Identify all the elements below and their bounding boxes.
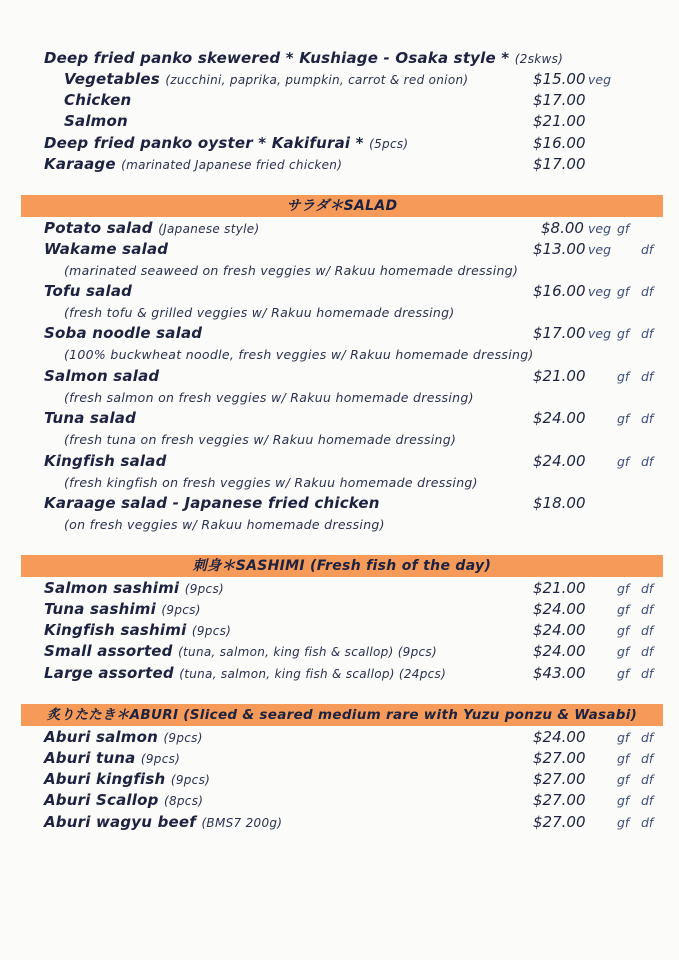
item-name: Tuna sashimi (9pcs) — [44, 600, 201, 618]
menu-item — [0, 281, 679, 302]
tag-df: df — [641, 602, 654, 617]
item-name: Deep fried panko oyster * Kakifurai * (5pcs) — [44, 134, 409, 152]
item-desc: (tuna, salmon, king fish & scallop) (9pcs) — [178, 645, 437, 659]
item-price: $16.00 — [533, 282, 586, 300]
tag-df: df — [641, 284, 654, 299]
section-header-aburi — [21, 704, 663, 726]
item-name: Large assorted (tuna, salmon, king fish & scallop) (24pcs) — [44, 664, 447, 682]
item-note: (fresh tuna on fresh veggies w/ Rakuu homemade dressing) — [64, 432, 457, 447]
menu-item — [0, 408, 679, 429]
menu-item — [0, 218, 679, 239]
item-desc: (tuna, salmon, king fish & scallop) (24pcs) — [179, 667, 447, 681]
item-price: $27.00 — [533, 749, 586, 767]
tag-veg: veg — [588, 221, 612, 236]
tag-df: df — [641, 369, 654, 384]
menu-item — [0, 769, 679, 790]
section-header-salad — [21, 195, 663, 217]
tag-df: df — [641, 772, 654, 787]
section-title: 炙りたたき＊ABURI (Sliced & seared medium rare with Yuzu ponzu & Wasabi) — [46, 707, 638, 723]
tag-gf: gf — [617, 581, 630, 596]
tag-df: df — [641, 666, 654, 681]
item-name: Vegetables (zucchini, paprika, pumpkin, carrot & red onion) — [64, 70, 469, 88]
item-price: $24.00 — [533, 600, 586, 618]
item-name: Chicken — [64, 91, 132, 109]
item-name: Salmon — [64, 112, 128, 130]
tag-df: df — [641, 793, 654, 808]
item-note: (marinated seaweed on fresh veggies w/ Rakuu homemade dressing) — [64, 263, 519, 278]
tag-gf: gf — [617, 326, 630, 341]
section-header-sashimi — [21, 555, 663, 577]
tag-gf: gf — [617, 221, 630, 236]
item-name: Aburi salmon (9pcs) — [44, 728, 203, 746]
item-desc: (BMS7 200g) — [201, 816, 283, 830]
item-note-row — [0, 344, 679, 365]
tag-df: df — [641, 581, 654, 596]
item-price: $24.00 — [533, 621, 586, 639]
item-price: $21.00 — [533, 112, 586, 130]
item-desc: (9pcs) — [191, 624, 232, 638]
tag-df: df — [641, 730, 654, 745]
tag-gf: gf — [617, 666, 630, 681]
item-price: $43.00 — [533, 664, 586, 682]
tag-df: df — [641, 454, 654, 469]
item-desc: (9pcs) — [170, 773, 211, 787]
item-note-row — [0, 302, 679, 323]
menu-item — [0, 90, 679, 111]
item-price: $13.00 — [533, 240, 586, 258]
menu-item — [0, 578, 679, 599]
item-note: (fresh kingfish on fresh veggies w/ Rakuu homemade dressing) — [64, 475, 478, 490]
tag-gf: gf — [617, 602, 630, 617]
menu-item — [0, 366, 679, 387]
item-price: $24.00 — [533, 642, 586, 660]
menu-item — [0, 239, 679, 260]
item-name: Salmon salad — [44, 367, 160, 385]
menu-item — [0, 133, 679, 154]
item-price: $27.00 — [533, 813, 586, 831]
menu-item — [0, 323, 679, 344]
item-note: (fresh tofu & grilled veggies w/ Rakuu homemade dressing) — [64, 305, 455, 320]
menu-item — [0, 493, 679, 514]
menu-item — [0, 727, 679, 748]
item-price: $8.00 — [541, 219, 584, 237]
menu-item — [0, 154, 679, 175]
item-note-row — [0, 387, 679, 408]
item-note-row — [0, 472, 679, 493]
item-name: Tuna salad — [44, 409, 137, 427]
item-desc: (marinated Japanese fried chicken) — [121, 158, 343, 172]
item-price: $15.00 — [533, 70, 586, 88]
item-desc: (5pcs) — [369, 137, 409, 151]
menu-item — [0, 451, 679, 472]
menu-item — [0, 663, 679, 684]
section-title: 刺身＊SASHIMI (Fresh fish of the day) — [192, 558, 492, 574]
item-name: Small assorted (tuna, salmon, king fish & scallop) (9pcs) — [44, 642, 437, 660]
item-note: (100% buckwheat noodle, fresh veggies w/ Rakuu homemade dressing) — [64, 347, 534, 362]
item-desc: (8pcs) — [163, 794, 204, 808]
item-note-row — [0, 429, 679, 450]
item-note: (fresh salmon on fresh veggies w/ Rakuu homemade dressing) — [64, 390, 474, 405]
tag-gf: gf — [617, 284, 630, 299]
item-name: Deep fried panko skewered * Kushiage - Osaka style * (2skws) — [44, 49, 564, 67]
menu-item — [0, 641, 679, 662]
item-name: Salmon sashimi (9pcs) — [44, 579, 224, 597]
item-name: Aburi tuna (9pcs) — [44, 749, 181, 767]
item-name: Wakame salad — [44, 240, 169, 258]
item-name: Karaage salad - Japanese fried chicken — [44, 494, 380, 512]
item-name: Aburi kingfish (9pcs) — [44, 770, 211, 788]
tag-gf: gf — [617, 369, 630, 384]
item-name: Potato salad (Japanese style) — [44, 219, 260, 237]
tag-df: df — [641, 326, 654, 341]
item-price: $21.00 — [533, 579, 586, 597]
tag-gf: gf — [617, 772, 630, 787]
item-note-row — [0, 260, 679, 281]
menu-item — [0, 69, 679, 90]
tag-gf: gf — [617, 793, 630, 808]
menu-item — [0, 748, 679, 769]
item-desc: (9pcs) — [163, 731, 203, 745]
item-name: Aburi Scallop (8pcs) — [44, 791, 204, 809]
item-price: $24.00 — [533, 452, 586, 470]
item-desc: (9pcs) — [184, 582, 224, 596]
item-desc: (9pcs) — [140, 752, 181, 766]
item-desc: (9pcs) — [161, 603, 201, 617]
tag-gf: gf — [617, 623, 630, 638]
item-name: Kingfish sashimi (9pcs) — [44, 621, 232, 639]
tag-gf: gf — [617, 454, 630, 469]
item-price: $17.00 — [533, 324, 586, 342]
item-name: Karaage (marinated Japanese fried chicken) — [44, 155, 343, 173]
item-price: $27.00 — [533, 770, 586, 788]
item-price: $27.00 — [533, 791, 586, 809]
item-name: Kingfish salad — [44, 452, 167, 470]
menu-item-kushiage — [0, 48, 679, 69]
item-note: (on fresh veggies w/ Rakuu homemade dressing) — [64, 517, 385, 532]
tag-gf: gf — [617, 751, 630, 766]
tag-veg: veg — [588, 72, 612, 87]
section-title: サラダ＊SALAD — [286, 198, 398, 214]
menu-item — [0, 111, 679, 132]
menu-item — [0, 812, 679, 833]
tag-gf: gf — [617, 730, 630, 745]
item-price: $18.00 — [533, 494, 586, 512]
item-desc: (2skws) — [514, 52, 564, 66]
menu-item — [0, 620, 679, 641]
tag-df: df — [641, 815, 654, 830]
tag-veg: veg — [588, 326, 612, 341]
tag-gf: gf — [617, 815, 630, 830]
item-price: $17.00 — [533, 155, 586, 173]
item-name: Tofu salad — [44, 282, 133, 300]
item-desc: (Japanese style) — [158, 222, 260, 236]
item-note-row — [0, 514, 679, 535]
item-name: Soba noodle salad — [44, 324, 203, 342]
item-price: $24.00 — [533, 409, 586, 427]
item-price: $17.00 — [533, 91, 586, 109]
tag-df: df — [641, 623, 654, 638]
tag-veg: veg — [588, 284, 612, 299]
item-name: Aburi wagyu beef (BMS7 200g) — [44, 813, 283, 831]
tag-df: df — [641, 751, 654, 766]
tag-df: df — [641, 411, 654, 426]
tag-df: df — [641, 242, 654, 257]
item-price: $24.00 — [533, 728, 586, 746]
item-price: $21.00 — [533, 367, 586, 385]
tag-veg: veg — [588, 242, 612, 257]
tag-gf: gf — [617, 644, 630, 659]
menu-item — [0, 599, 679, 620]
menu-item — [0, 790, 679, 811]
tag-df: df — [641, 644, 654, 659]
item-price: $16.00 — [533, 134, 586, 152]
tag-gf: gf — [617, 411, 630, 426]
item-desc: (zucchini, paprika, pumpkin, carrot & red onion) — [165, 73, 469, 87]
